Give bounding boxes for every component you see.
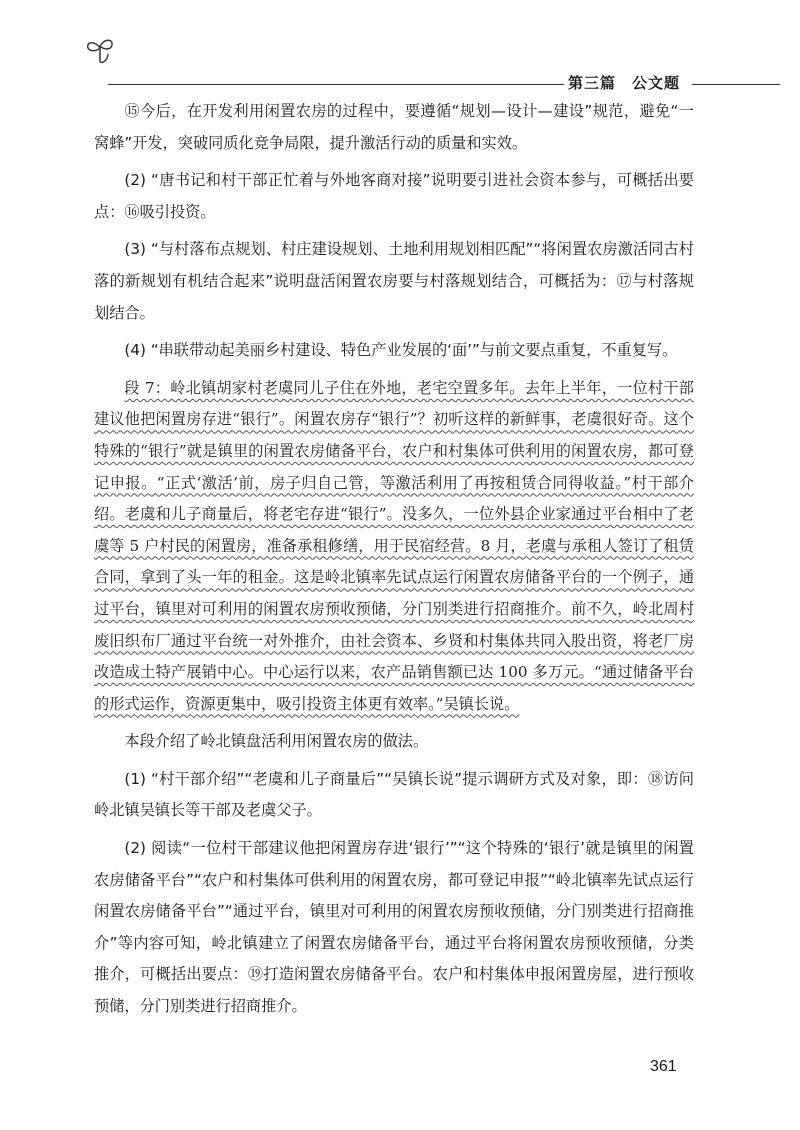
paragraph: (4) “串联带动起美丽乡村建设、特色产业发展的‘面’”与前文要点重复，不重复写。 — [124, 341, 678, 360]
paragraph: (2) “唐书记和村干部正忙着与外地客商对接”说明要引进社会资本参与，可概括出要点：⑯吸引投资。 — [94, 171, 694, 221]
paragraph: ⑮今后，在开发利用闲置农房的过程中，要遵循“规划—设计—建设”规范，避免“一窝蜂”开发，突破同质化竞争局限，提升激活行动的质量和实效。 — [94, 102, 694, 152]
excerpt-text: 段 7：岭北镇胡家村老虞同儿子住在外地，老宅空置多年。去年上半年，一位村干部建议他把闲置房存进“银行”。闲置农房存“银行”？初听这样的新鲜事，老虞很好奇。这个特殊的“银行”就是镇里的闲置农房储备平台，农户和村集体可供利用的闲置农房，都可登记申报。“正式‘激活’前，房子归自己管，等激活利用了再按租赁合同得收益。”村干部介绍。老虞和儿子商量后，将老宅存进“银行”。没多久，一位外县企业家通过平台相中了老虞等 5 户村民的闲置房，准备承租修缮，用于民宿经营。8 月，老虞与承租人签订了租赁合同，拿到了头一年的租金。这是岭北镇率先试点运行闲置农房储备平台的一个例子，通过平台，镇里对可利用的闲置农房预收预储，分门别类进行招商推介。前不久，岭北周村废旧织布厂通过平台统一对外推介，由社会资本、乡贤和村集体共同入股出资，将老厂房改造成土特产展销中心。中心运行以来，农产品销售额已达 100 多万元。“通过储备平台的形式运作，资源更集中，吸引投资主体更有效率。”吴镇长说。 — [94, 378, 694, 713]
paragraph: (1) “村干部介绍”“老虞和儿子商量后”“吴镇长说”提示调研方式及对象，即：⑱访问岭北镇吴镇长等干部及老虞父子。 — [94, 769, 694, 820]
page-number: 361 — [650, 1058, 677, 1075]
header-rule-right — [692, 84, 780, 85]
source-excerpt — [94, 373, 694, 721]
sprout-icon — [80, 32, 120, 66]
paragraph: 本段介绍了岭北镇盘活利用闲置农房的做法。 — [124, 732, 429, 751]
paragraph: (3) “与村落布点规划、村庄建设规划、土地利用规划相匹配”“将闲置农房激活同古村落的新规划有机结合起来”说明盘活闲置农房要与村落规划结合，可概括为：⑰与村落规划结合。 — [94, 240, 694, 322]
paragraph: (2) 阅读“一位村干部建议他把闲置房存进‘银行’”“这个特殊的‘银行’就是镇里的闲置农房储备平台”“农户和村集体可供利用的闲置农房，都可登记申报”“岭北镇率先试点运行闲置农房储备平台”“通过平台，镇里对可利用的闲置农房预收预储，分门别类进行招商推介”等内容可知，岭北镇建立了闲置农房储备平台，通过平台将闲置农房预收预储，分类推介，可概括出要点：⑲打造闲置农房储备平台。农户和村集体申报闲置房屋，进行预收预储，分门别类进行招商推介。 — [94, 839, 694, 1016]
header-rule-left — [108, 84, 600, 85]
section-title: 第三篇 公文题 — [564, 72, 684, 93]
page-header — [80, 32, 780, 92]
page-body — [94, 96, 694, 1029]
